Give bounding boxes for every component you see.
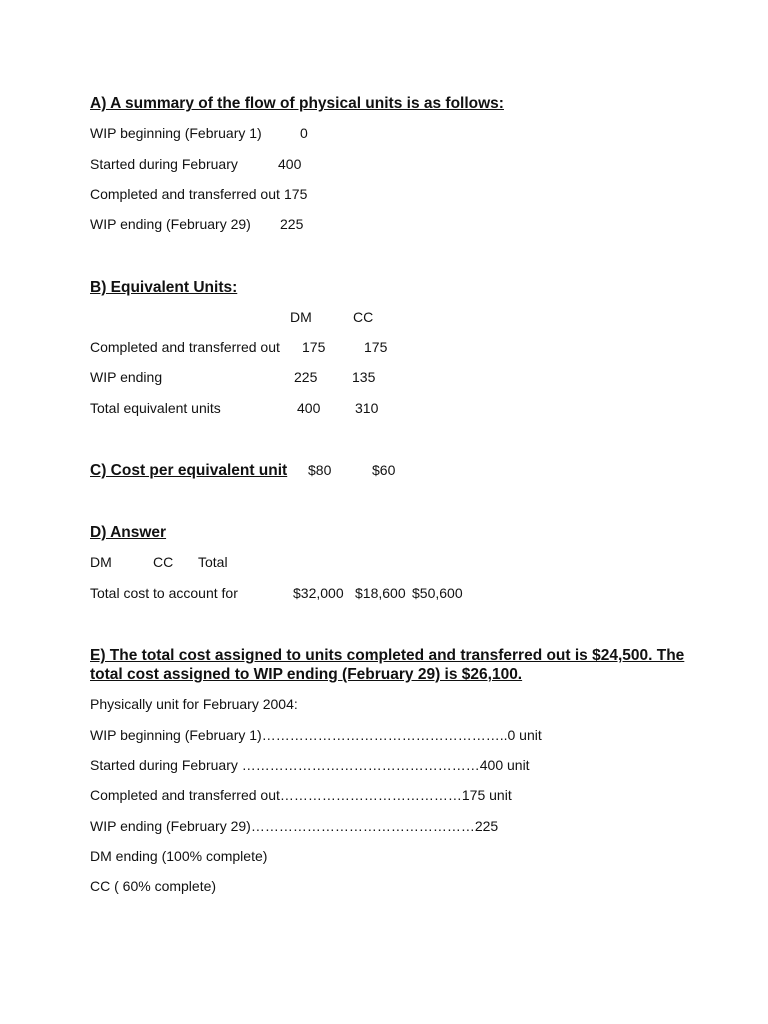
section-a-value: 225 [280, 216, 304, 232]
section-e-line: Completed and transferred out…………………………………175 unit [90, 787, 512, 803]
section-b-label: Completed and transferred out [90, 339, 280, 355]
section-e-heading-line2: total cost assigned to WIP ending (February 29) is $26,100. [90, 666, 523, 683]
section-a-value: 175 [284, 186, 308, 202]
section-b-dm: 225 [294, 369, 318, 385]
section-e-line: Started during February ……………………………………………400 unit [90, 757, 530, 773]
section-d-row-label: Total cost to account for [90, 585, 238, 601]
section-e-line: DM ending (100% complete) [90, 848, 268, 864]
section-b-col-dm: DM [290, 309, 312, 325]
section-a-label: Started during February [90, 156, 238, 172]
section-e-line: WIP beginning (February 1)……………………………………………..0 unit [90, 727, 542, 743]
section-e-heading-line1: E) The total cost assigned to units completed and transferred out is $24,500. The [90, 647, 685, 664]
section-d-col-total: Total [198, 554, 228, 570]
section-b-heading: B) Equivalent Units: [90, 279, 238, 296]
section-e-intro: Physically unit for February 2004: [90, 696, 298, 712]
section-b-cc: 310 [355, 400, 379, 416]
section-c-heading: C) Cost per equivalent unit [90, 462, 288, 479]
section-d-cc: $18,600 [355, 585, 406, 601]
section-c-dm: $80 [308, 462, 332, 478]
section-e-line: WIP ending (February 29)…………………………………………225 [90, 818, 499, 834]
section-b-cc: 175 [364, 339, 388, 355]
section-a-label: WIP beginning (February 1) [90, 125, 262, 141]
section-b-dm: 400 [297, 400, 321, 416]
section-e-line: CC ( 60% complete) [90, 878, 217, 894]
section-d-heading: D) Answer [90, 524, 167, 541]
section-b-dm: 175 [302, 339, 326, 355]
section-a-label: Completed and transferred out [90, 186, 280, 202]
section-a-value: 0 [300, 125, 308, 141]
section-d-dm: $32,000 [293, 585, 344, 601]
section-b-cc: 135 [352, 369, 376, 385]
section-a-label: WIP ending (February 29) [90, 216, 251, 232]
section-a-heading: A) A summary of the flow of physical units is as follows: [90, 95, 504, 112]
section-d-col-dm: DM [90, 554, 112, 570]
section-a-value: 400 [278, 156, 302, 172]
section-d-col-cc: CC [153, 554, 174, 570]
section-b-label: Total equivalent units [90, 400, 221, 416]
section-d-total: $50,600 [412, 585, 463, 601]
section-b-col-cc: CC [353, 309, 374, 325]
section-c-cc: $60 [372, 462, 396, 478]
section-b-label: WIP ending [90, 369, 163, 385]
